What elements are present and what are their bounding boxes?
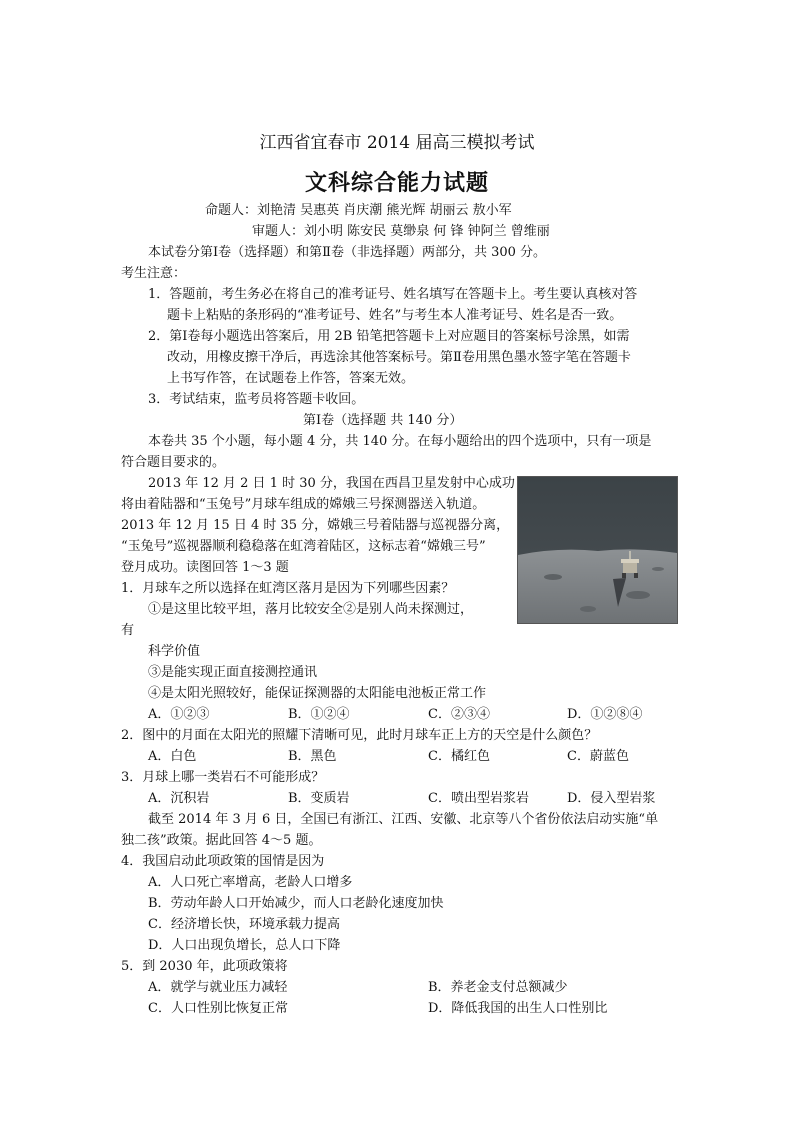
lunar-surface-image	[518, 477, 677, 623]
section-1-heading: 第Ⅰ卷（选择题 共 140 分）	[303, 413, 463, 428]
q3-option-d: D．侵入型岩浆	[567, 791, 656, 806]
notice-3: 3．考试结束，监考员将答题卡收回。	[148, 392, 365, 407]
q5-option-a: A．就学与就业压力减轻	[148, 980, 288, 995]
q5-option-d: D．降低我国的出生人口性别比	[428, 1001, 608, 1016]
q1-stem: 1．月球车之所以选择在虹湾区落月是因为下列哪些因素？	[121, 581, 455, 596]
q1-option-c: C．②③④	[428, 707, 490, 722]
passage-2-line-1: 截至 2014 年 3 月 6 日，全国已有浙江、江西、安徽、北京等八个省份依法启动实施“单	[148, 812, 659, 827]
q3-option-a: A．沉积岩	[148, 791, 210, 806]
q5-option-b: B．养老金支付总额减少	[428, 980, 568, 995]
q1-statement-1: ①是这里比较平坦，落月比较安全②是别人尚未探测过，	[148, 602, 474, 617]
q3-option-b: B．变质岩	[288, 791, 350, 806]
authors-line: 命题人：刘艳清 吴惠英 肖庆潮 熊光辉 胡丽云 敖小军	[205, 203, 512, 218]
section-1-desc-line-1: 本卷共 35 个小题，每小题 4 分，共 140 分。在每小题给出的四个选项中，只有一项是	[148, 434, 652, 449]
q4-option-a: A．人口死亡率增高，老龄人口增多	[148, 875, 353, 890]
q4-stem: 4．我国启动此项政策的国情是因为	[121, 854, 325, 869]
exam-subtitle: 文科综合能力试题	[304, 170, 489, 196]
q1-statement-2-cont: 科学价值	[148, 644, 201, 659]
q1-statement-1-cont: 有	[121, 623, 135, 638]
passage-1-line-2: 将由着陆器和“玉兔号”月球车组成的嫦娥三号探测器送入轨道。	[121, 497, 486, 512]
notice-2-line-3: 上书写作答，在试题卷上作答，答案无效。	[167, 371, 415, 386]
q3-option-c: C．喷出型岩浆岩	[428, 791, 529, 806]
notice-1-line-1: 1．答题前，考生务必在将自己的准考证号、姓名填写在答题卡上。考生要认真核对答	[148, 287, 638, 302]
q2-option-b: B．黑色	[288, 749, 337, 764]
notice-2-line-2: 改动，用橡皮擦干净后，再选涂其他答案标号。第Ⅱ卷用黑色墨水签字笔在答题卡	[167, 350, 631, 365]
passage-1-line-1: 2013 年 12 月 2 日 1 时 30 分，我国在西昌卫星发射中心成功	[148, 476, 515, 491]
q1-option-b: B．①②④	[288, 707, 350, 722]
lunar-rover-photo	[517, 476, 678, 624]
q1-statement-4: ④是太阳光照较好，能保证探测器的太阳能电池板正常工作	[148, 686, 487, 701]
q4-option-d: D．人口出现负增长，总人口下降	[148, 938, 341, 953]
passage-1-line-4: “玉兔号”巡视器顺利稳稳落在虹湾着陆区，这标志着“嫦娥三号”	[121, 539, 486, 554]
q5-stem: 5．到 2030 年，此项政策将	[121, 959, 288, 974]
q1-statement-3: ③是能实现正面直接测控通讯	[148, 665, 318, 680]
q5-option-c: C．人口性别比恢复正常	[148, 1001, 288, 1016]
q4-option-c: C．经济增长快，环境承载力提高	[148, 917, 340, 932]
q2-option-d: C．蔚蓝色	[567, 749, 629, 764]
q2-stem: 2．图中的月面在太阳光的照耀下清晰可见，此时月球车正上方的天空是什么颜色？	[121, 728, 598, 743]
q1-option-a: A．①②③	[148, 707, 210, 722]
q3-stem: 3．月球上哪一类岩石不可能形成？	[121, 770, 325, 785]
passage-1-line-3: 2013 年 12 月 15 日 4 时 35 分，嫦娥三号着陆器与巡视器分离，	[121, 518, 510, 533]
passage-1-line-5: 登月成功。读图回答 1～3 题	[121, 560, 289, 575]
passage-2-line-2: 独二孩”政策。据此回答 4～5 题。	[121, 833, 322, 848]
notice-heading: 考生注意：	[121, 266, 187, 281]
section-1-desc-line-2: 符合题目要求的。	[121, 455, 226, 470]
q2-option-c: C．橘红色	[428, 749, 490, 764]
notice-1-line-2: 题卡上粘贴的条形码的“准考证号、姓名”与考生本人准考证号、姓名是否一致。	[167, 308, 623, 323]
q4-option-b: B．劳动年龄人口开始减少，而人口老龄化速度加快	[148, 896, 444, 911]
exam-title: 江西省宜春市 2014 届高三模拟考试	[259, 133, 535, 153]
reviewers-line: 审题人：刘小明 陈安民 莫缈泉 何 锋 钟阿兰 曾维丽	[252, 224, 550, 239]
notice-2-line-1: 2．第Ⅰ卷每小题选出答案后，用 2B 铅笔把答题卡上对应题目的答案标号涂黑，如需	[148, 329, 630, 344]
q2-option-a: A．白色	[148, 749, 197, 764]
paper-structure: 本试卷分第Ⅰ卷（选择题）和第Ⅱ卷（非选择题）两部分，共 300 分。	[148, 245, 547, 260]
q1-option-d: D．①②⑧④	[567, 707, 643, 722]
